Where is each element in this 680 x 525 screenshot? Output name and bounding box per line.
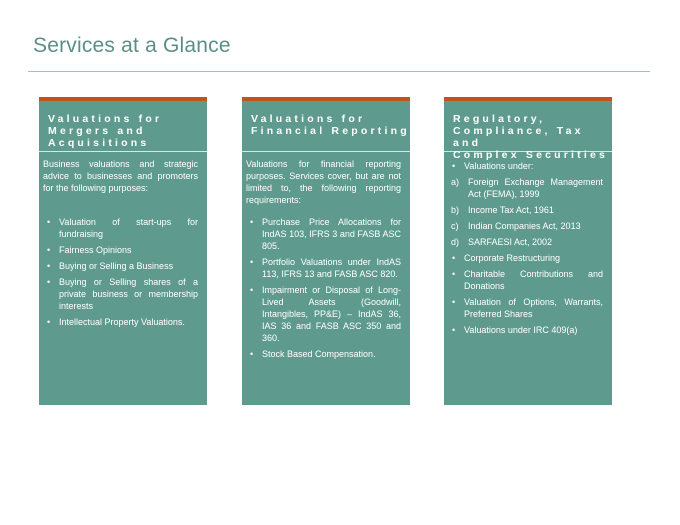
list-item: • Stock Based Compensation. xyxy=(246,348,401,360)
page-title: Services at a Glance xyxy=(33,34,231,57)
list-item: • Valuation of start-ups for fundraising xyxy=(43,216,198,240)
list-item: • Intellectual Property Valuations. xyxy=(43,316,198,328)
card-body xyxy=(242,152,410,360)
card-heading: Valuations for Mergers and Acquisitions xyxy=(48,113,163,149)
list-item: • Buying or Selling shares of a private business or membership interests xyxy=(43,276,198,312)
card-body xyxy=(444,152,612,336)
sub-list-item: b) Income Tax Act, 1961 xyxy=(451,205,554,215)
sub-list-item: a) Foreign Exchange Management Act (FEMA), 1999 xyxy=(451,177,603,199)
list-item: • Charitable Contributions and Donations xyxy=(448,268,603,292)
list-item: • Purchase Price Allocations for IndAS 103, IFRS 3 and FASB ASC 805. xyxy=(246,216,401,252)
list-item: • Valuations under IRC 409(a) xyxy=(448,324,603,336)
bullet-list xyxy=(448,160,603,172)
list-item: • Buying or Selling a Business xyxy=(43,260,198,272)
card-financial-reporting xyxy=(242,97,410,405)
card-heading: Regulatory, Compliance, Tax and Complex Securities xyxy=(453,113,609,161)
card-mergers-acquisitions xyxy=(39,97,207,405)
card-regulatory-compliance xyxy=(444,97,612,405)
list-item: • Valuations under: xyxy=(448,160,603,172)
card-intro: Business valuations and strategic advice to businesses and promoters for the following purposes: xyxy=(43,159,198,193)
list-item: • Valuation of Options, Warrants, Preferred Shares xyxy=(448,296,603,320)
sub-list xyxy=(448,176,603,248)
sub-list-item: c) Indian Companies Act, 2013 xyxy=(451,221,581,231)
bullet-list xyxy=(246,216,401,360)
list-item: • Fairness Opinions xyxy=(43,244,198,256)
card-body xyxy=(39,152,207,328)
bullet-list xyxy=(43,216,198,328)
sub-list-item: d) SARFAESI Act, 2002 xyxy=(451,237,553,247)
bullet-list xyxy=(448,252,603,336)
card-heading: Valuations for Financial Reporting xyxy=(251,113,410,137)
title-divider xyxy=(28,71,650,72)
list-item: • Portfolio Valuations under IndAS 113, IFRS 13 and FASB ASC 820. xyxy=(246,256,401,280)
card-intro: Valuations for financial reporting purposes. Services cover, but are not limited to, the following reporting requirements: xyxy=(246,159,401,205)
list-item: • Corporate Restructuring xyxy=(448,252,603,264)
list-item: • Impairment or Disposal of Long-Lived Assets (Goodwill, Intangibles, PP&E) – IndAS 36, IAS 36 and FASB ASC 350 and 360. xyxy=(246,284,401,344)
